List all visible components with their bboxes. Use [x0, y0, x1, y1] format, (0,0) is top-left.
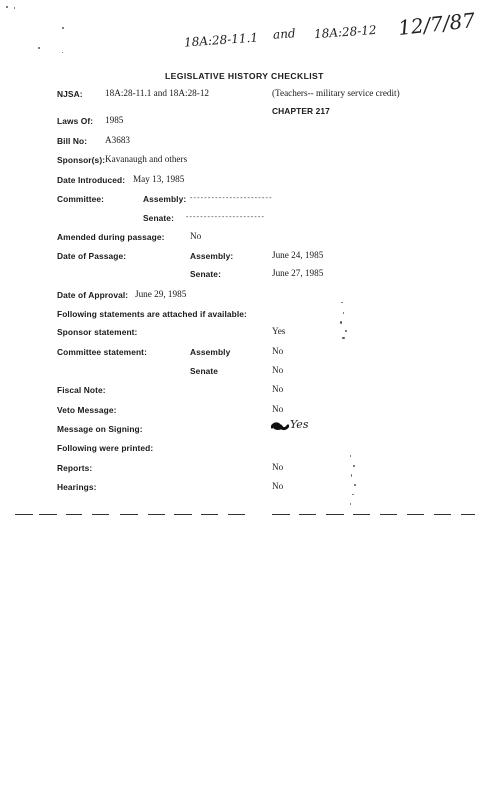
committee-statement-label: Committee statement: — [57, 347, 147, 357]
laws-of-value: 1985 — [105, 115, 124, 125]
laws-of-label: Laws Of: — [57, 116, 94, 126]
committee-statement-assembly-value: No — [272, 346, 284, 356]
veto-message-value: No — [272, 404, 284, 414]
committee-statement-senate-value: No — [272, 365, 284, 375]
printed-heading: Following were printed: — [57, 443, 154, 453]
footer-rule-segment — [434, 514, 451, 515]
scan-speck — [14, 7, 15, 9]
handwritten-date: 12/7/87 — [396, 8, 477, 40]
footer-rule-segment — [228, 514, 245, 515]
passage-assembly-value: June 24, 1985 — [272, 250, 324, 260]
footer-rule-segment — [407, 514, 424, 515]
scan-speck — [350, 455, 351, 457]
scan-speck — [351, 474, 352, 477]
date-of-passage-label: Date of Passage: — [57, 251, 127, 261]
scan-speck — [62, 27, 64, 29]
message-on-signing-label: Message on Signing: — [57, 424, 143, 434]
amended-value: No — [190, 231, 202, 241]
message-on-signing-value: Yes — [290, 418, 309, 431]
amended-label: Amended during passage: — [57, 232, 165, 242]
footer-rule-segment — [299, 514, 316, 515]
passage-senate-value: June 27, 1985 — [272, 268, 324, 278]
committee-senate-value: ---------------------- — [185, 214, 265, 222]
committee-assembly-value: ----------------------- — [189, 195, 272, 203]
scan-speck — [352, 494, 354, 495]
handwritten-ref-right: 18A:28-12 — [313, 22, 377, 42]
fiscal-note-value: No — [272, 384, 284, 394]
veto-message-label: Veto Message: — [57, 405, 117, 415]
footer-rule-segment — [148, 514, 165, 515]
footer-rule-segment — [326, 514, 344, 515]
footer-rule-segment — [120, 514, 138, 515]
footer-rule-segment — [66, 514, 82, 515]
footer-rule-segment — [92, 514, 109, 515]
passage-senate-label: Senate: — [190, 269, 221, 279]
committee-assembly-label: Assembly: — [143, 194, 187, 204]
footer-rule-segment — [272, 514, 290, 515]
scan-speck — [353, 465, 355, 467]
date-introduced-value: May 13, 1985 — [133, 174, 185, 184]
footer-rule-segment — [380, 514, 397, 515]
chapter: CHAPTER 217 — [272, 106, 330, 116]
footer-rule-segment — [353, 514, 370, 515]
scan-speck — [354, 484, 356, 486]
footer-rule-segment — [461, 514, 475, 515]
scan-speck — [38, 47, 40, 49]
committee-senate-label: Senate: — [143, 213, 174, 223]
scan-speck — [345, 330, 347, 332]
scan-speck — [6, 6, 8, 8]
scan-speck — [341, 302, 343, 303]
committee-statement-assembly-label: Assembly — [190, 347, 231, 357]
sponsor-statement-label: Sponsor statement: — [57, 327, 138, 337]
handwritten-ref-left: 18A:28-11.1 — [183, 30, 259, 50]
sponsors-label: Sponsor(s): — [57, 155, 106, 165]
bill-no-label: Bill No: — [57, 136, 88, 146]
footer-rule-segment — [201, 514, 218, 515]
scan-speck — [350, 503, 351, 505]
njsa-value: 18A:28-11.1 and 18A:28-12 — [105, 88, 210, 98]
date-of-approval-value: June 29, 1985 — [135, 289, 187, 299]
footer-rule-segment — [174, 514, 192, 515]
date-of-approval-label: Date of Approval: — [57, 290, 129, 300]
footer-rule-segment — [15, 514, 33, 515]
reports-label: Reports: — [57, 463, 93, 473]
scan-speck — [62, 52, 63, 53]
committee-label: Committee: — [57, 194, 105, 204]
njsa-subject: (Teachers-- military service credit) — [272, 88, 400, 98]
njsa-label: NJSA: — [57, 89, 83, 99]
scribble-mark — [271, 422, 289, 432]
attached-heading: Following statements are attached if available: — [57, 309, 247, 319]
handwritten-ref-and: and — [272, 26, 297, 42]
date-introduced-label: Date Introduced: — [57, 175, 126, 185]
sponsor-statement-value: Yes — [272, 326, 286, 336]
scan-speck — [343, 312, 344, 314]
committee-statement-senate-label: Senate — [190, 366, 219, 376]
page-title: LEGISLATIVE HISTORY CHECKLIST — [165, 71, 324, 81]
hearings-label: Hearings: — [57, 482, 97, 492]
reports-value: No — [272, 462, 284, 472]
sponsors-value: Kavanaugh and others — [105, 154, 188, 164]
passage-assembly-label: Assembly: — [190, 251, 234, 261]
scan-speck — [340, 321, 342, 324]
footer-rule-segment — [39, 514, 57, 515]
scan-speck — [342, 337, 345, 339]
fiscal-note-label: Fiscal Note: — [57, 385, 106, 395]
bill-no-value: A3683 — [105, 135, 131, 145]
hearings-value: No — [272, 481, 284, 491]
